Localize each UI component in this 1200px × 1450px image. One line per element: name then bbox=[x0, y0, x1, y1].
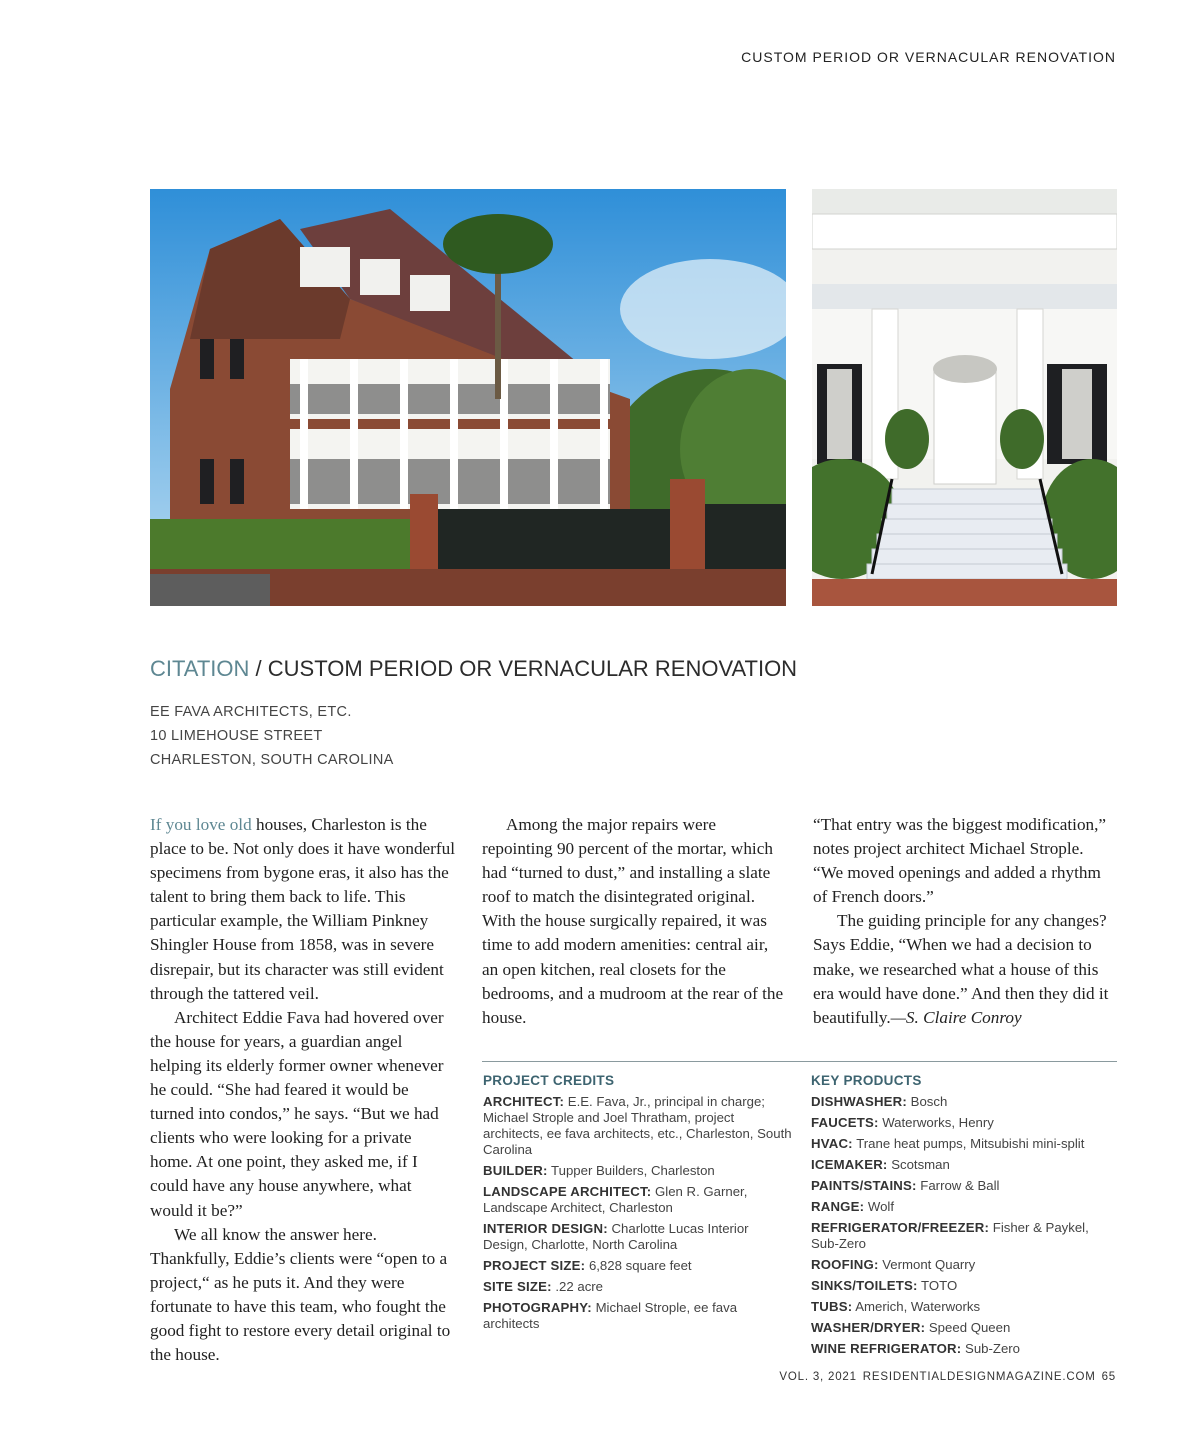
product-entry bbox=[811, 1257, 1117, 1273]
credit-entry-value: .22 acre bbox=[555, 1279, 604, 1294]
credit-entry-label: PHOTOGRAPHY: bbox=[483, 1300, 592, 1315]
article-column-1 bbox=[150, 813, 455, 1367]
project-credits bbox=[483, 1073, 793, 1337]
product-entry-label: TUBS: bbox=[811, 1299, 853, 1314]
street-address: 10 LIMEHOUSE STREET bbox=[150, 728, 323, 744]
product-entry-value: Scotsman bbox=[891, 1157, 950, 1172]
credit-entry-value: 6,828 square feet bbox=[588, 1258, 692, 1273]
product-entry-label: WINE REFRIGERATOR: bbox=[811, 1341, 962, 1356]
product-entry bbox=[811, 1320, 1117, 1336]
product-entry bbox=[811, 1178, 1117, 1194]
product-entry bbox=[811, 1115, 1117, 1131]
article-column-2 bbox=[482, 813, 784, 1030]
credit-entry bbox=[483, 1300, 793, 1332]
product-entry-label: SINKS/TOILETS: bbox=[811, 1278, 918, 1293]
page-number: 65 bbox=[1101, 1371, 1116, 1383]
credit-entry bbox=[483, 1094, 793, 1158]
front-entry-steps-photo bbox=[812, 189, 1117, 606]
product-entry-value: Wolf bbox=[867, 1199, 895, 1214]
product-entry-value: Farrow & Ball bbox=[920, 1178, 1000, 1193]
products-title: KEY PRODUCTS bbox=[811, 1073, 922, 1088]
product-entry-value: Sub-Zero bbox=[965, 1341, 1021, 1356]
product-entry-value: Speed Queen bbox=[928, 1320, 1011, 1335]
project-address bbox=[150, 700, 394, 772]
credit-entry-label: INTERIOR DESIGN: bbox=[483, 1221, 608, 1236]
product-entry bbox=[811, 1278, 1117, 1294]
article-paragraph: “That entry was the biggest modification,” notes project architect Michael Strople. “We moved openings and added a rhythm of French doors.” bbox=[813, 815, 1107, 907]
key-products bbox=[811, 1073, 1117, 1362]
product-entry-label: ICEMAKER: bbox=[811, 1157, 888, 1172]
credit-entry-value: Michael Strople, ee fava architects bbox=[483, 1300, 738, 1331]
credit-entry bbox=[483, 1184, 793, 1216]
product-entry-label: RANGE: bbox=[811, 1199, 865, 1214]
issue-label: VOL. 3, 2021 bbox=[779, 1371, 857, 1383]
product-entry-value: Bosch bbox=[910, 1094, 948, 1109]
award-heading bbox=[150, 656, 797, 682]
credit-entry bbox=[483, 1221, 793, 1253]
credit-entry-label: PROJECT SIZE: bbox=[483, 1258, 586, 1273]
award-level: CITATION bbox=[150, 656, 250, 681]
article-paragraph bbox=[150, 813, 455, 1006]
credit-entry bbox=[483, 1279, 793, 1295]
credit-entry-value: Tupper Builders, Charleston bbox=[551, 1163, 715, 1178]
product-entry-label: DISHWASHER: bbox=[811, 1094, 907, 1109]
credits-title: PROJECT CREDITS bbox=[483, 1073, 615, 1088]
article-column-3 bbox=[813, 813, 1117, 1030]
article-paragraph: Architect Eddie Fava had hovered over the house for years, a guardian angel helping its elderly former owner whenever he could. “She had feared it would be turned into condos,” he says. “But we had clients who were looking for a private home. At one point, they asked me, if I could have any house anywhere, what would it be?” bbox=[150, 1007, 444, 1220]
product-entry bbox=[811, 1136, 1117, 1152]
article-paragraph: Among the major repairs were repointing 90 percent of the mortar, which had “turned to dust,” and installing a slate roof to match the disintegrated original. With the house surgically repaired, it was time to add modern amenities: central air, an open kitchen, real closets for the bedrooms, and a mudroom at the rear of the house. bbox=[482, 815, 784, 1027]
award-category: CUSTOM PERIOD OR VERNACULAR RENOVATION bbox=[267, 656, 798, 681]
credit-entry bbox=[483, 1163, 793, 1179]
article-paragraph bbox=[813, 909, 1117, 1029]
product-entry-value: Vermont Quarry bbox=[882, 1257, 976, 1272]
product-entry-value: TOTO bbox=[921, 1278, 958, 1293]
byline: —S. Claire Conroy bbox=[890, 1007, 1022, 1027]
lead-in: If you love old bbox=[150, 815, 252, 834]
credits-divider bbox=[482, 1061, 1117, 1062]
credit-entry bbox=[483, 1258, 793, 1274]
product-entry-value: Fisher & Paykel, Sub-Zero bbox=[811, 1220, 1089, 1251]
brick-house-exterior-photo bbox=[150, 189, 786, 606]
product-entry-label: HVAC: bbox=[811, 1136, 853, 1151]
product-entry-value: Americh, Waterworks bbox=[855, 1299, 981, 1314]
product-entry-label: ROOFING: bbox=[811, 1257, 879, 1272]
credit-entry-value: Glen R. Garner, Landscape Architect, Charleston bbox=[483, 1184, 748, 1215]
award-separator: / bbox=[255, 656, 262, 681]
credit-entry-label: ARCHITECT: bbox=[483, 1094, 565, 1109]
product-entry bbox=[811, 1199, 1117, 1215]
credit-entry-label: SITE SIZE: bbox=[483, 1279, 552, 1294]
product-entry-value: Trane heat pumps, Mitsubishi mini-split bbox=[856, 1136, 1085, 1151]
firm-name: EE FAVA ARCHITECTS, ETC. bbox=[150, 704, 352, 720]
running-head: CUSTOM PERIOD OR VERNACULAR RENOVATION bbox=[741, 49, 1116, 65]
product-entry bbox=[811, 1341, 1117, 1357]
credit-entry-label: LANDSCAPE ARCHITECT: bbox=[483, 1184, 652, 1199]
city-state: CHARLESTON, SOUTH CAROLINA bbox=[150, 752, 394, 768]
product-entry-value: Waterworks, Henry bbox=[882, 1115, 994, 1130]
article-paragraph: We all know the answer here. Thankfully, Eddie’s clients were “open to a project,“ as he puts it. And they were fortunate to have this team, who fought the good fight to restore every detail original to the house. bbox=[150, 1224, 451, 1365]
product-entry-label: PAINTS/STAINS: bbox=[811, 1178, 917, 1193]
product-entry-label: WASHER/DRYER: bbox=[811, 1320, 926, 1335]
product-entry bbox=[811, 1220, 1117, 1252]
product-entry bbox=[811, 1094, 1117, 1110]
paragraph-text: The guiding principle for any changes? Says Eddie, “When we had a decision to make, we researched what a house of this era would have done.” And then they did it beautifully. bbox=[813, 911, 1109, 1027]
page-footer bbox=[773, 1371, 1116, 1383]
credit-entry-value: Charlotte Lucas Interior Design, Charlotte, North Carolina bbox=[483, 1221, 749, 1252]
product-entry bbox=[811, 1299, 1117, 1315]
product-entry-label: FAUCETS: bbox=[811, 1115, 879, 1130]
paragraph-text: houses, Charleston is the place to be. Not only does it have wonderful specimens from bygone eras, it also has the talent to bring them back to life. This particular example, the William Pinkney Shingler House from 1858, was in severe disrepair, but its character was still evident through the tattered veil. bbox=[150, 815, 455, 1003]
credit-entry-value: E.E. Fava, Jr., principal in charge; Michael Strople and Joel Thratham, project architects, ee fava architects, etc., Charleston, South Carolina bbox=[483, 1094, 792, 1157]
product-entry-label: REFRIGERATOR/FREEZER: bbox=[811, 1220, 990, 1235]
product-entry bbox=[811, 1157, 1117, 1173]
credit-entry-label: BUILDER: bbox=[483, 1163, 548, 1178]
website-label: RESIDENTIALDESIGNMAGAZINE.COM bbox=[862, 1371, 1096, 1383]
